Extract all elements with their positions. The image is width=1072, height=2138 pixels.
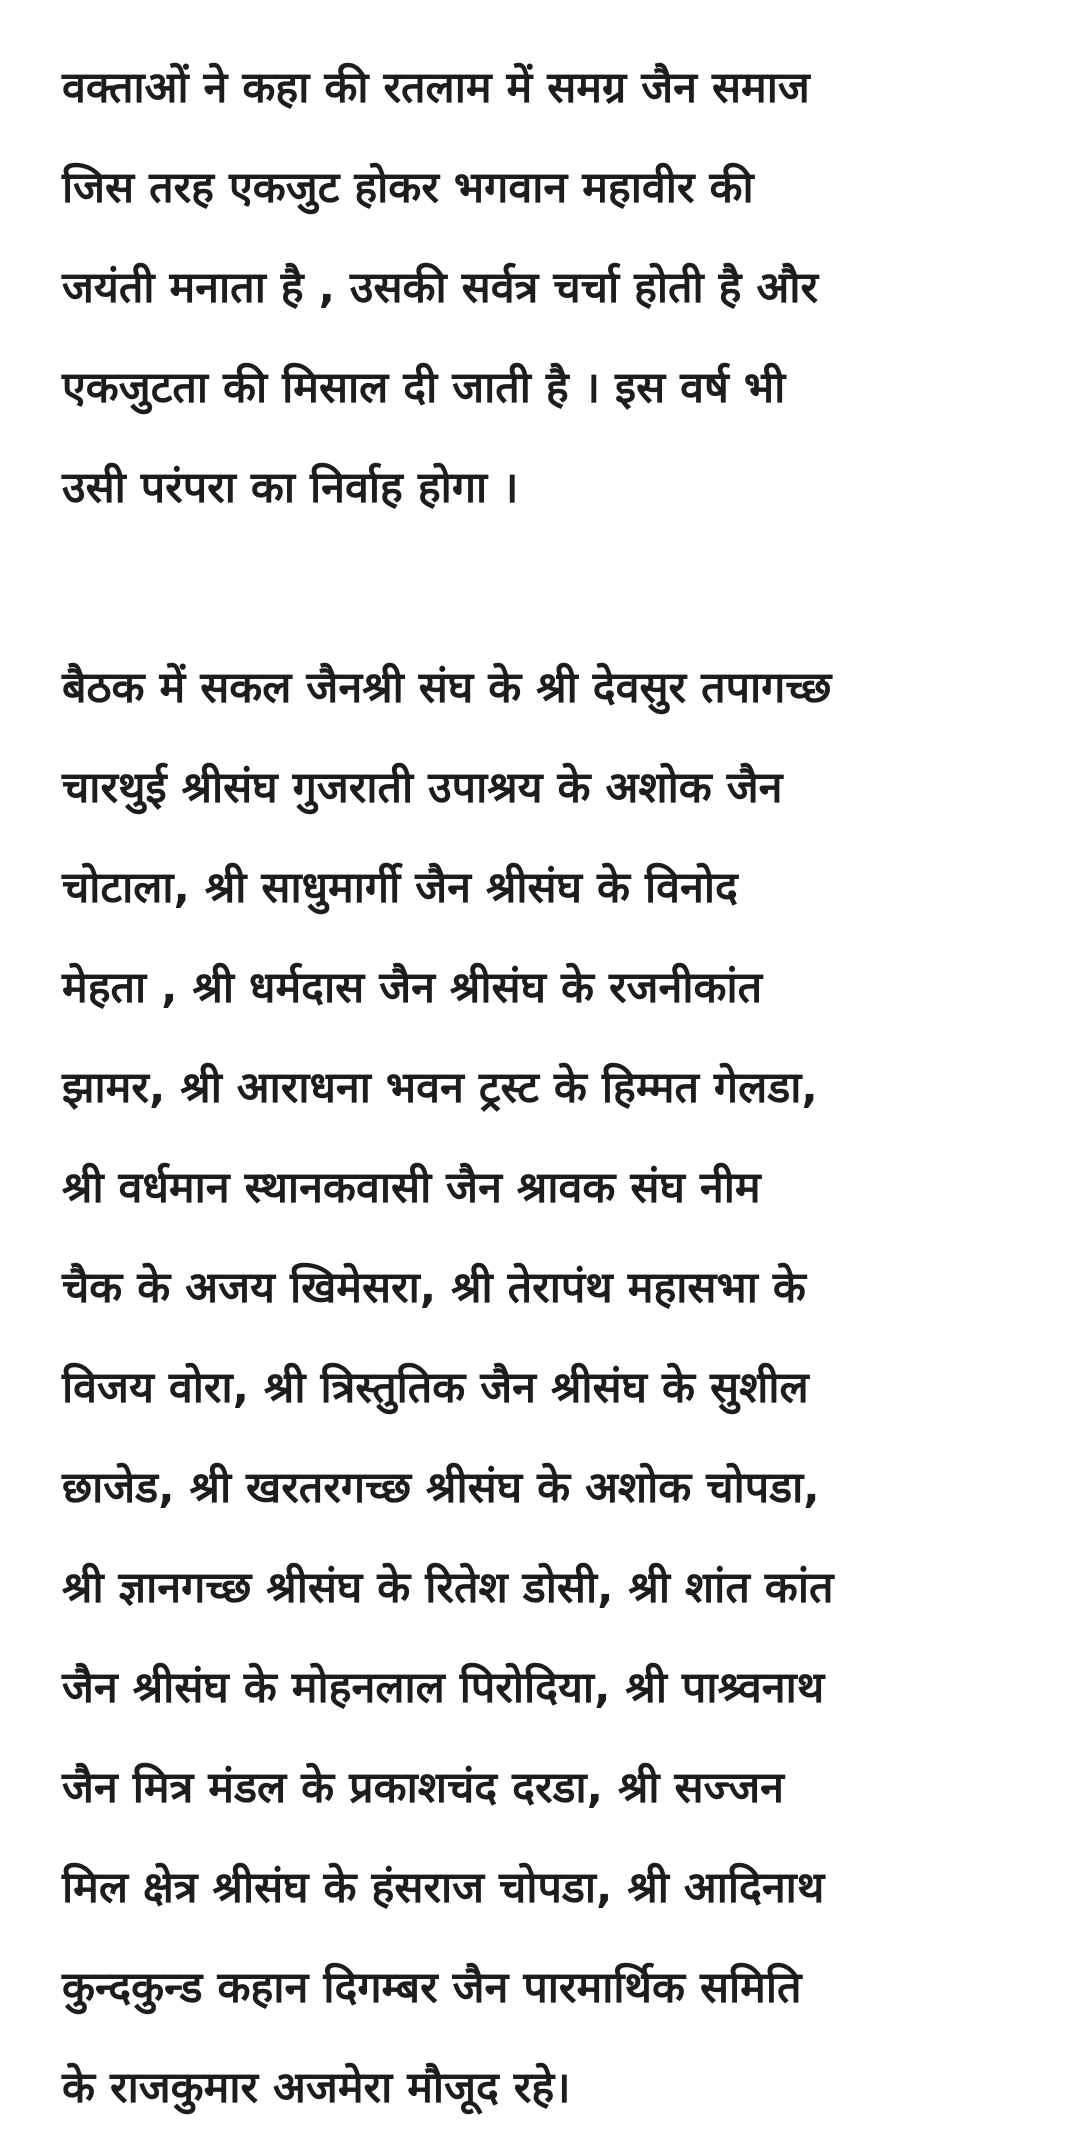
text-line: मेहता , श्री धर्मदास जैन श्रीसंघ के रजनीकांत — [62, 963, 763, 1013]
text-line: श्री ज्ञानगच्छ श्रीसंघ के रितेश डोसी, श्री शांत कांत — [62, 1563, 834, 1613]
text-line: जिस तरह एकजुट होकर भगवान महावीर की — [62, 163, 754, 213]
text-line: जैन मित्र मंडल के प्रकाशचंद दरडा, श्री सज्जन — [62, 1763, 784, 1813]
text-line: वक्ताओं ने कहा की रतलाम में समग्र जैन समाज — [62, 63, 810, 113]
text-line: उसी परंपरा का निर्वाह होगा । — [62, 463, 519, 513]
text-line: चोटाला, श्री साधुमार्गी जैन श्रीसंघ के विनोद — [62, 863, 738, 913]
text-line: छाजेड, श्री खरतरगच्छ श्रीसंघ के अशोक चोपडा, — [62, 1463, 820, 1513]
text-line: एकजुटता की मिसाल दी जाती है । इस वर्ष भी — [62, 363, 786, 413]
text-line: बैठक में सकल जैनश्री संघ के श्री देवसुर तपागच्छ — [62, 663, 832, 713]
text-line: झामर, श्री आराधना भवन ट्रस्ट के हिम्मत गेलडा, — [62, 1063, 818, 1113]
text-line: कुन्दकुन्ड कहान दिगम्बर जैन पारमार्थिक समिति — [62, 1963, 802, 2013]
text-line: के राजकुमार अजमेरा मौजूद रहे। — [62, 2063, 571, 2113]
paragraph-speakers — [62, 38, 1022, 538]
paragraph-gap — [62, 538, 1022, 638]
text-line: श्री वर्धमान स्थानकवासी जैन श्रावक संघ नीम — [62, 1163, 761, 1213]
text-line: चारथुई श्रीसंघ गुजराती उपाश्रय के अशोक जैन — [62, 763, 783, 813]
text-line: जैन श्रीसंघ के मोहनलाल पिरोदिया, श्री पाश्र्वनाथ — [62, 1663, 825, 1713]
text-line: मिल क्षेत्र श्रीसंघ के हंसराज चोपडा, श्री आदिनाथ — [62, 1863, 825, 1913]
article-body — [62, 38, 1022, 2138]
paragraph-attendees — [62, 638, 1022, 2138]
text-line: चैक के अजय खिमेसरा, श्री तेरापंथ महासभा के — [62, 1263, 806, 1313]
text-line: जयंती मनाता है , उसकी सर्वत्र चर्चा होती है और — [62, 263, 819, 313]
text-line: विजय वोरा, श्री त्रिस्तुतिक जैन श्रीसंघ के सुशील — [62, 1363, 809, 1413]
